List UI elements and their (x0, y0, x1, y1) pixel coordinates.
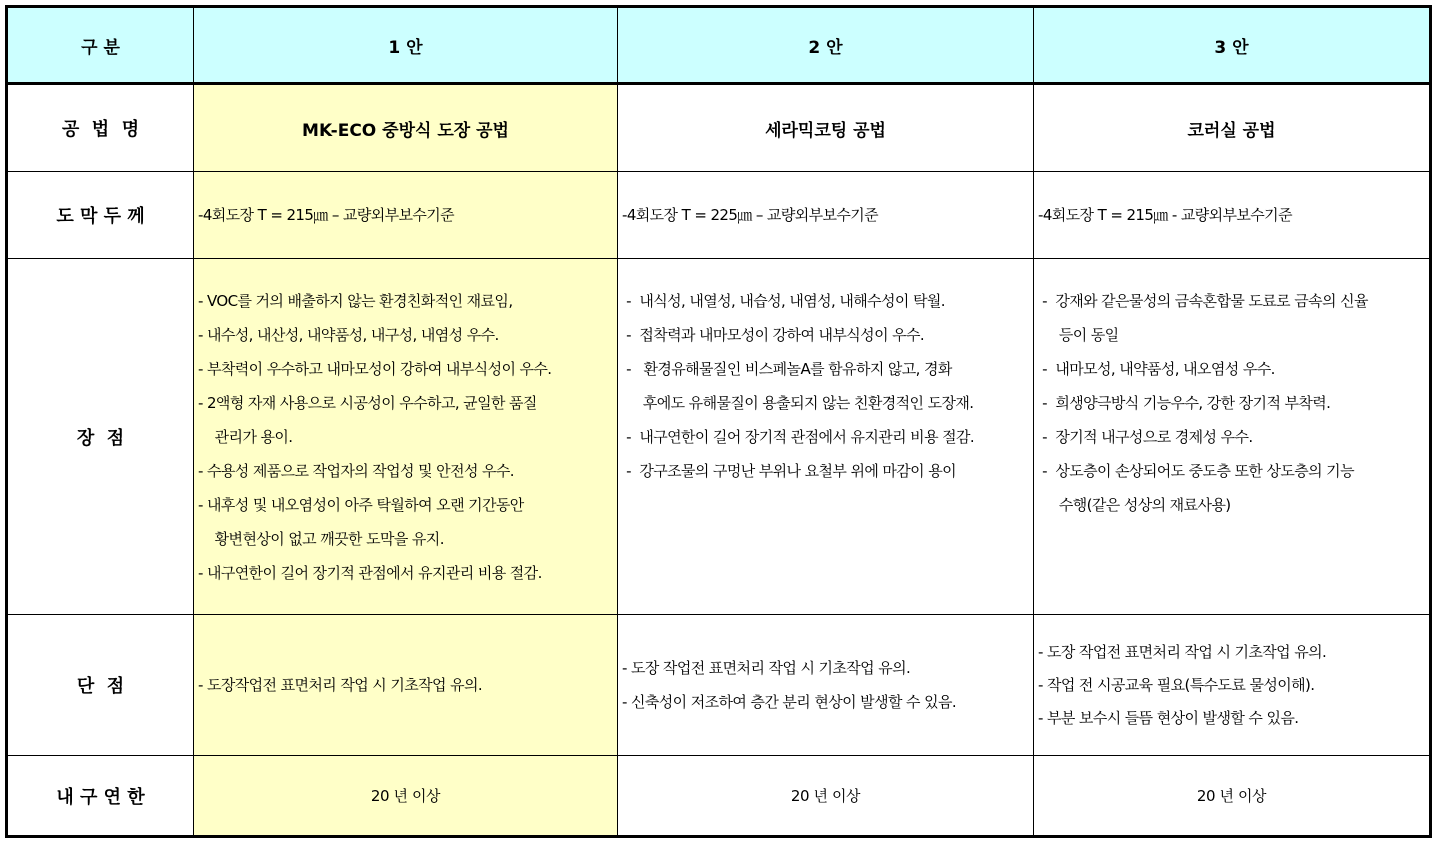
pros-2-line: 후에도 유해물질이 용출되지 않는 친환경적인 도장재. (622, 394, 974, 412)
comparison-table (5, 5, 1432, 838)
thickness-option-3 (1034, 172, 1429, 259)
pros-3-line: 수행(같은 성상의 재료사용) (1038, 496, 1231, 514)
pros-1-line: - 내구연한이 길어 장기적 관점에서 유지관리 비용 절감. (198, 564, 542, 582)
pros-3-line: - 강재와 같은물성의 금속혼합물 도료로 금속의 신율 (1038, 292, 1368, 310)
thickness-option-1 (194, 172, 618, 259)
pros-1-line: - 부착력이 우수하고 내마모성이 강하여 내부식성이 우수. (198, 360, 552, 378)
thickness-option-2 (618, 172, 1034, 259)
cons-3-line: - 작업 전 시공교육 필요(특수도료 물성이해). (1038, 675, 1315, 694)
cons-2-line: - 도장 작업전 표면처리 작업 시 기초작업 유의. (622, 659, 911, 677)
cons-2-line: - 신축성이 저조하여 층간 분리 현상이 발생할 수 있음. (622, 693, 957, 711)
header-option-1: 1 안 (194, 8, 618, 85)
header-option-2: 2 안 (618, 8, 1034, 85)
pros-1-line: - 2액형 자재 사용으로 시공성이 우수하고, 균일한 품질 (198, 394, 537, 412)
pros-2-line: - 내식성, 내열성, 내습성, 내염성, 내해수성이 탁월. (622, 292, 945, 310)
cons-option-3 (1034, 615, 1429, 756)
durability-option-2: 20 년 이상 (618, 756, 1034, 835)
pros-option-2 (618, 259, 1034, 615)
cons-3-line: - 부분 보수시 들뜸 현상이 발생할 수 있음. (1038, 708, 1299, 727)
thickness-text-1: -4회도장 T = 215㎛ – 교량외부보수기준 (198, 206, 455, 224)
pros-row (8, 259, 1429, 615)
pros-3-line: - 장기적 내구성으로 경제성 우수. (1038, 428, 1253, 446)
method-label: 공 법 명 (8, 85, 194, 172)
pros-2-line: - 강구조물의 구멍난 부위나 요철부 위에 마감이 용이 (622, 462, 957, 480)
cons-label: 단 점 (8, 615, 194, 756)
pros-1-line: 관리가 용이. (198, 428, 293, 446)
pros-2-line: - 접착력과 내마모성이 강하여 내부식성이 우수. (622, 326, 925, 344)
pros-3-line: 등이 동일 (1038, 326, 1119, 344)
durability-row (8, 756, 1429, 835)
pros-3-line: - 희생양극방식 기능우수, 강한 장기적 부착력. (1038, 394, 1331, 412)
thickness-label: 도 막 두 께 (8, 172, 194, 259)
pros-2-line: - 환경유해물질인 비스페놀A를 함유하지 않고, 경화 (622, 360, 952, 378)
header-category: 구 분 (8, 8, 194, 85)
cons-3-line: - 도장 작업전 표면처리 작업 시 기초작업 유의. (1038, 642, 1327, 661)
thickness-row (8, 172, 1429, 259)
pros-1-line: - VOC를 거의 배출하지 않는 환경친화적인 재료임, (198, 292, 513, 310)
durability-label: 내 구 연 한 (8, 756, 194, 835)
cons-1-line: - 도장작업전 표면처리 작업 시 기초작업 유의. (198, 676, 483, 694)
cons-row (8, 615, 1429, 756)
cons-option-1 (194, 615, 618, 756)
header-row (8, 8, 1429, 85)
pros-label: 장 점 (8, 259, 194, 615)
method-row (8, 85, 1429, 172)
durability-option-3: 20 년 이상 (1196, 787, 1267, 805)
pros-3-line: - 내마모성, 내약품성, 내오염성 우수. (1038, 360, 1275, 378)
method-option-2: 세라믹코팅 공법 (618, 85, 1034, 172)
pros-option-3 (1034, 259, 1429, 615)
method-option-1: MK-ECO 중방식 도장 공법 (194, 85, 618, 172)
pros-1-line: - 내후성 및 내오염성이 아주 탁월하여 오랜 기간동안 (198, 496, 524, 514)
pros-option-1 (194, 259, 618, 615)
durability-option-1: 20 년 이상 (194, 756, 618, 835)
pros-1-line: 황변현상이 없고 깨끗한 도막을 유지. (198, 530, 444, 548)
thickness-text-3: -4회도장 T = 215㎛ - 교량외부보수기준 (1038, 206, 1292, 224)
header-option-3: 3 안 (1034, 8, 1429, 85)
thickness-text-2: -4회도장 T = 225㎛ – 교량외부보수기준 (622, 206, 879, 224)
method-option-3: 코러실 공법 (1034, 85, 1429, 172)
pros-3-line: - 상도층이 손상되어도 중도층 또한 상도층의 기능 (1038, 462, 1354, 480)
pros-1-line: - 내수성, 내산성, 내약품성, 내구성, 내염성 우수. (198, 326, 499, 344)
pros-2-line: - 내구연한이 길어 장기적 관점에서 유지관리 비용 절감. (622, 428, 975, 446)
cons-option-2 (618, 615, 1034, 756)
pros-1-line: - 수용성 제품으로 작업자의 작업성 및 안전성 우수. (198, 462, 514, 480)
